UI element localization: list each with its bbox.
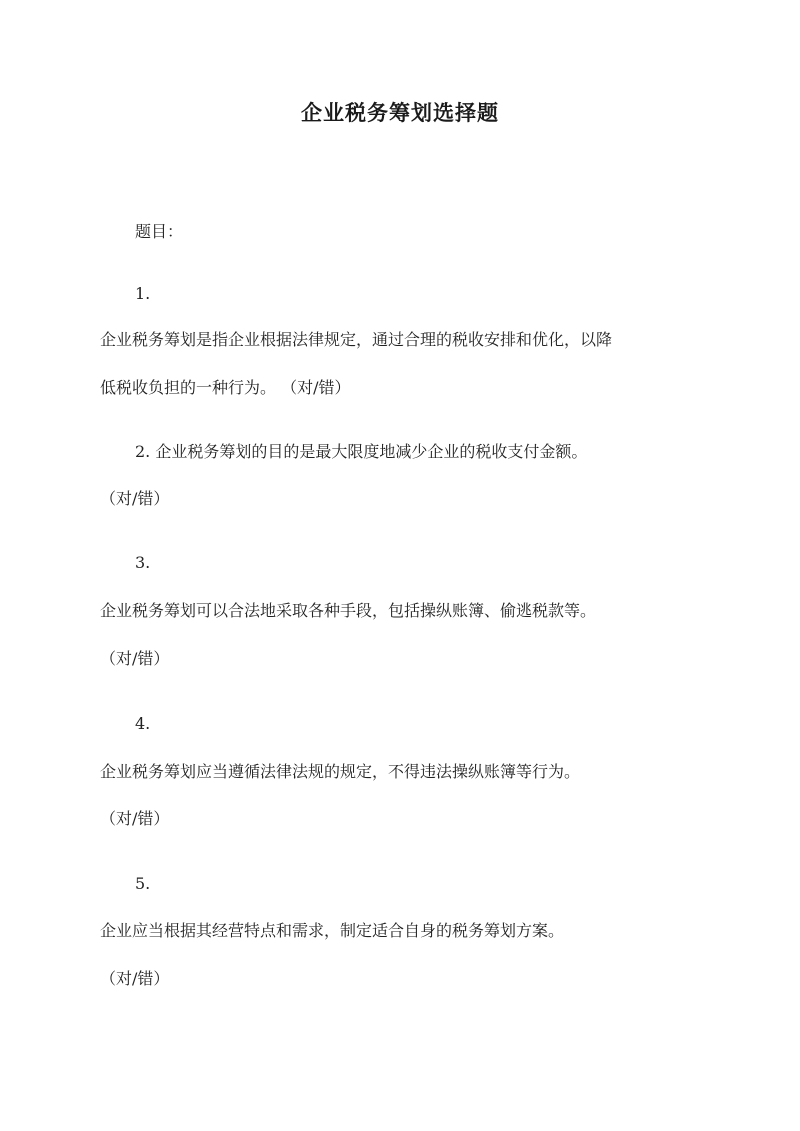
- question-2-text: 2. 企业税务筹划的目的是最大限度地减少企业的税收支付金额。: [135, 442, 588, 461]
- question-3-text: 企业税务筹划可以合法地采取各种手段，包括操纵账簿、偷逃税款等。: [100, 601, 597, 620]
- question-5-text: 企业应当根据其经营特点和需求，制定适合自身的税务筹划方案。: [100, 921, 565, 940]
- question-3-answer: （对/错）: [100, 649, 170, 668]
- question-5-answer: （对/错）: [100, 969, 170, 988]
- question-4-number: 4.: [135, 714, 151, 733]
- question-1-text-line1: 企业税务筹划是指企业根据法律规定，通过合理的税收安排和优化，以降: [100, 330, 613, 349]
- question-1-text-line2: 低税收负担的一种行为。 （对/错）: [100, 378, 351, 397]
- question-1-number: 1.: [135, 284, 151, 303]
- question-3-number: 3.: [135, 553, 151, 572]
- question-5-number: 5.: [135, 874, 151, 893]
- question-4-answer: （对/错）: [100, 809, 170, 828]
- questions-heading: 题目：: [135, 222, 184, 241]
- document-title: 企业税务筹划选择题: [301, 100, 499, 125]
- question-4-text: 企业税务筹划应当遵循法律法规的规定，不得违法操纵账簿等行为。: [100, 762, 581, 781]
- question-2-answer: （对/错）: [100, 489, 170, 508]
